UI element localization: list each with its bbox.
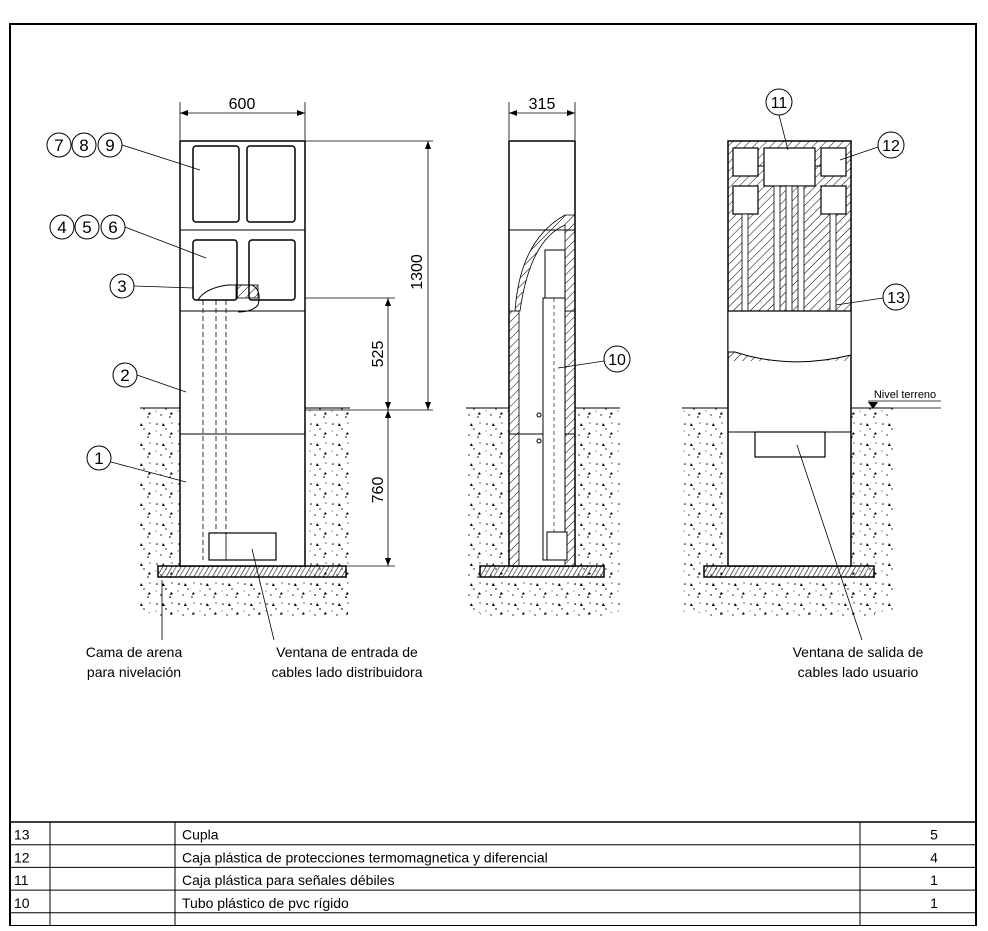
cell-qty: 5: [930, 826, 938, 843]
callout-9: 9: [105, 136, 115, 155]
entry-window: [209, 533, 276, 560]
box-7-8-9-left: [193, 146, 239, 222]
label-sand-bed-2: para nivelación: [86, 664, 182, 680]
box-signal: [764, 148, 815, 186]
box-4-5-6-left: [193, 240, 237, 300]
callout-11: 11: [770, 95, 788, 112]
label-exit-window-2: cables lado usuario: [797, 664, 919, 680]
dim-1300: 1300: [409, 254, 426, 290]
table-row: [10, 849, 976, 867]
callout-13: 13: [887, 290, 905, 307]
callout-10: 10: [608, 352, 626, 369]
cell-description: Caja plástica para señales débiles: [182, 872, 395, 889]
table-row: [10, 895, 976, 913]
callout-5: 5: [82, 218, 92, 237]
label-ground-level: Nivel terreno: [873, 389, 937, 401]
dim-600: 600: [228, 96, 256, 113]
cell-item: 13: [14, 826, 30, 843]
cell-qty: 1: [930, 872, 938, 889]
table-row: [10, 827, 976, 845]
cell-description: Cupla: [182, 826, 219, 843]
cell-qty: 1: [930, 894, 938, 911]
cell-item: 10: [14, 894, 30, 911]
callout-1: 1: [94, 449, 104, 468]
cell-description: Tubo plástico de pvc rígido: [182, 894, 349, 911]
table-row: [10, 872, 976, 890]
sand-bed-rear: [704, 566, 874, 577]
cell-item: 12: [14, 849, 30, 866]
dim-315: 315: [528, 96, 556, 113]
label-entry-window-2: cables lado distribuidora: [271, 664, 423, 680]
parts-table: [10, 822, 976, 926]
label-exit-window-1: Ventana de salida de: [792, 644, 924, 660]
dim-525: 525: [370, 340, 387, 368]
cell-qty: 4: [930, 849, 938, 866]
callout-12: 12: [882, 138, 900, 155]
dim-760: 760: [370, 476, 387, 504]
label-sand-bed-1: Cama de arena: [85, 644, 183, 660]
front-view: [47, 96, 433, 680]
box-7-8-9-right: [247, 146, 295, 222]
rear-view: [682, 89, 941, 680]
callout-4: 4: [57, 218, 67, 237]
exit-window: [755, 432, 825, 457]
cell-item: 11: [14, 872, 29, 889]
callout-6: 6: [108, 218, 118, 237]
side-view: [466, 96, 630, 616]
callout-7: 7: [54, 136, 64, 155]
label-entry-window-1: Ventana de entrada de: [276, 644, 418, 660]
cell-description: Caja plástica de protecciones termomagnetica y diferencial: [182, 849, 548, 866]
callout-8: 8: [79, 136, 89, 155]
callout-2: 2: [120, 366, 130, 385]
soil-bottom: [160, 576, 348, 616]
callout-3: 3: [117, 277, 127, 296]
sand-bed-front: [158, 566, 346, 577]
sand-bed-side: [480, 566, 604, 577]
